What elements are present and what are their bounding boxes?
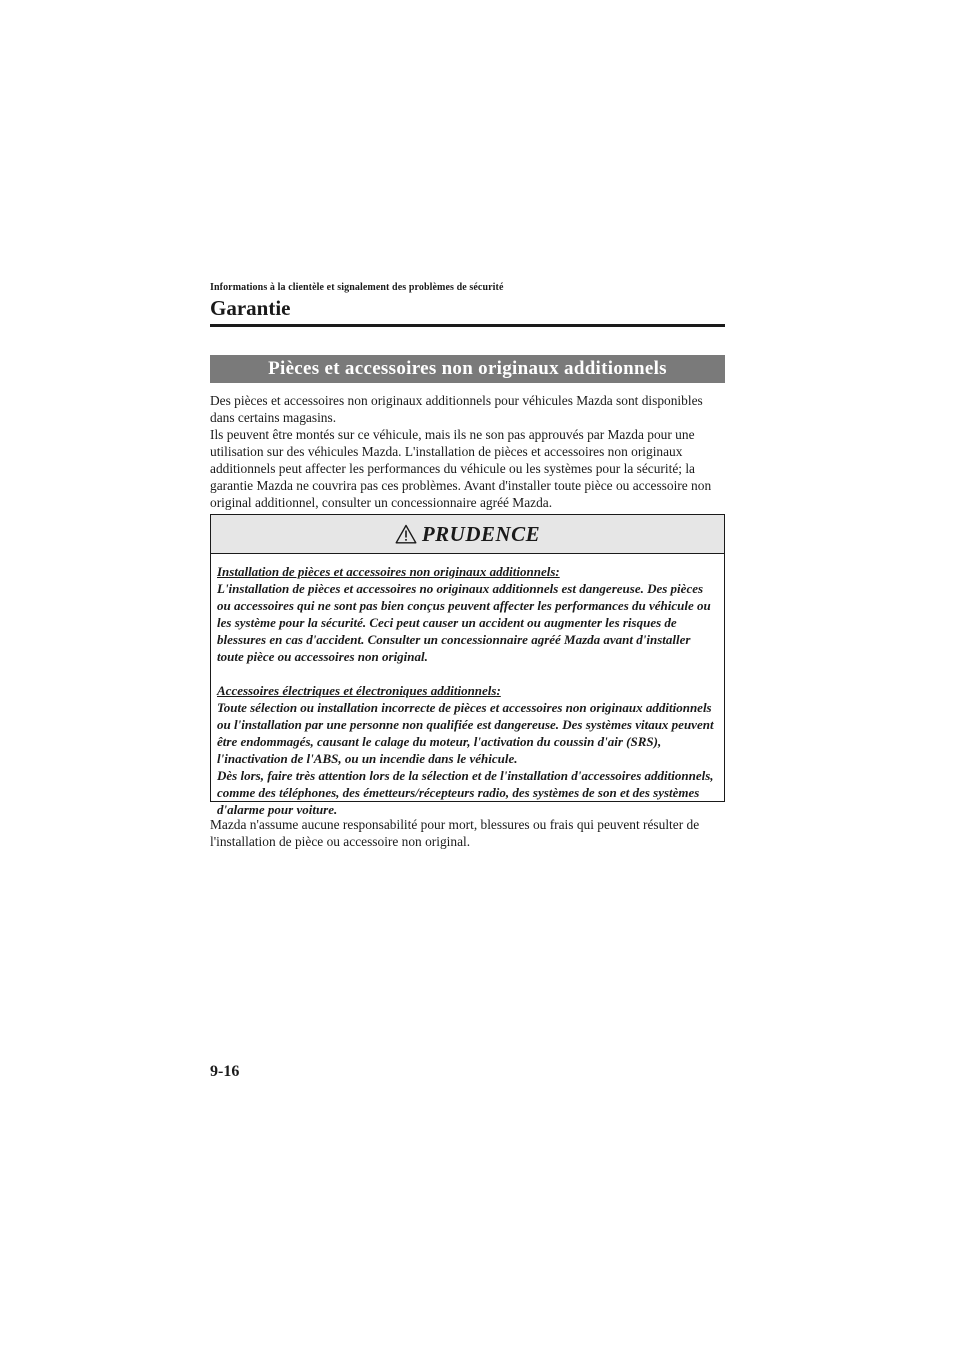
caution-box — [210, 514, 725, 817]
warning-triangle-icon — [395, 524, 417, 544]
chapter-heading: Informations à la clientèle et signalement des problèmes de sécurité — [210, 282, 504, 293]
intro-text — [210, 392, 730, 511]
caution-block-aftermarket — [217, 563, 718, 665]
caution-header — [211, 515, 724, 554]
caution-body — [211, 554, 724, 818]
topic-banner — [210, 355, 725, 383]
caution-heading-electrical: Accessoires électriques et électroniques additionnels: — [217, 683, 501, 698]
liability-paragraph: Mazda n'assume aucune responsabilité pour mort, blessures ou frais qui peuvent résulter de l'installation de pièce ou accessoire non original. — [210, 817, 700, 849]
topic-banner-title: Pièces et accessoires non originaux additionnels — [268, 358, 667, 379]
liability-note — [210, 816, 730, 850]
section-title: Garantie — [210, 296, 291, 320]
header-divider — [210, 324, 725, 327]
caution-heading-aftermarket: Installation de pièces et accessoires non originaux additionnels: — [217, 564, 560, 579]
intro-paragraph-1: Des pièces et accessoires non originaux additionnels pour véhicules Mazda sont disponibles dans certains magasins. — [210, 393, 703, 425]
intro-paragraph-2: Ils peuvent être montés sur ce véhicule, mais ils ne son pas approuvés par Mazda pour une utilisation sur des véhicules Mazda. L'installation de pièces et accessoires non originaux additionnels peut affecter les performances du véhicule ou les systèmes pour la sécurité; la garantie Mazda ne couvrira pas ces problèmes. Avant d'installer toute pièce ou accessoire non original additionnel, consulter un concessionnaire agréé Mazda. — [210, 427, 712, 510]
caution-text-electrical: Toute sélection ou installation incorrecte de pièces et accessoires non originaux additionnels ou l'installation par une personne non qualifiée est dangereuse. Des systèmes vitaux peuvent être endommagés, causant le calage du moteur, l'activation du coussin d'air (SRS), l'inactivation de l'ABS, ou un incendie dans le véhicule. — [217, 700, 714, 766]
caution-block-electrical — [217, 682, 718, 818]
page-number: 9-16 — [210, 1063, 240, 1080]
caution-text-electrical-2: Dès lors, faire très attention lors de la sélection et de l'installation d'accessoires additionnels, comme des téléphones, des émetteurs/récepteurs radio, des systèmes de son et des systèmes d'alarme pour voiture. — [217, 768, 714, 817]
caution-title: PRUDENCE — [421, 521, 541, 546]
caution-text-aftermarket: L'installation de pièces et accessoires no originaux additionnels est dangereuse. Des pièces ou accessoires qui ne sont pas bien conçus peuvent affecter les performances du véhicule ou les système pour la sécurité. Ceci peut causer un accident ou augmenter les risques de blessures en cas d'accident. Consulter un concessionnaire agréé Mazda avant d'installer toute pièce ou accessoires non original. — [217, 581, 711, 664]
